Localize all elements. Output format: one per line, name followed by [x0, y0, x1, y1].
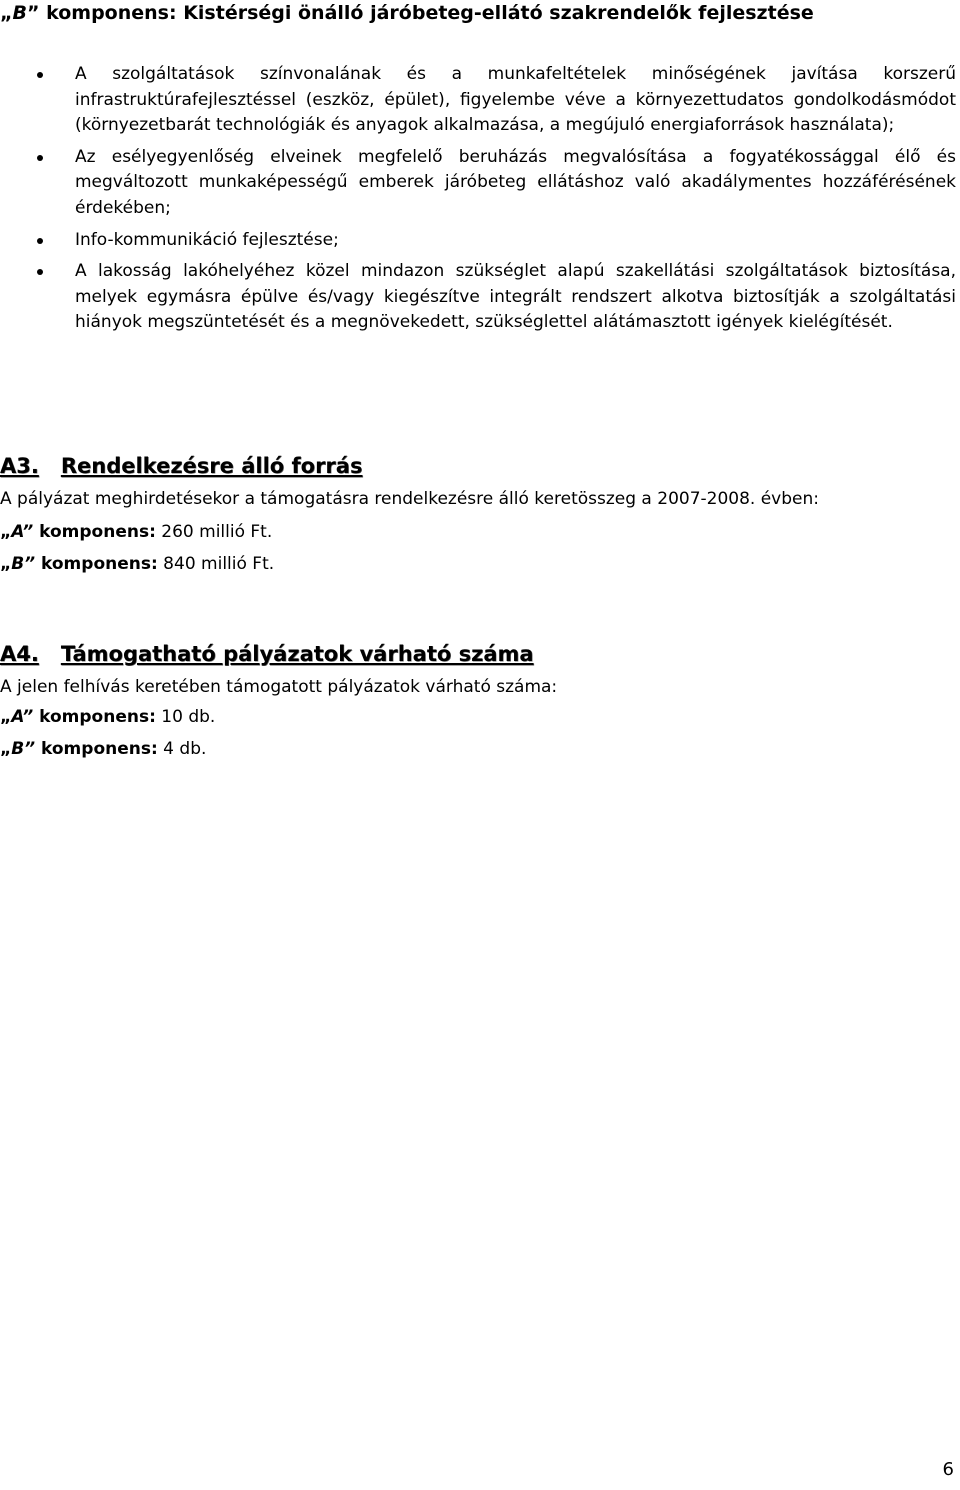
bullet-icon — [37, 238, 43, 244]
list-item: A lakosság lakóhelyéhez közel mindazon szükséglet alapú szakellátási szolgáltatások biztosítása, melyek egymásra épülve és/vagy kiegészítve integrált rendszert alkotva biztosítják a szolgáltatási hiányok megszüntetését és a megnövekedett, szükséglettel alátámasztott igények kielégítését. — [0, 259, 956, 336]
section-a4 — [0, 642, 958, 765]
bullet-icon — [37, 155, 43, 161]
section-a4-title: A4. Támogatható pályázatok várható száma — [0, 642, 534, 666]
list-item: Info-kommunikáció fejlesztése; — [0, 228, 956, 254]
section-a4-intro: A jelen felhívás keretében támogatott pályázatok várható száma: — [0, 677, 558, 697]
section-a3 — [0, 454, 958, 580]
section-a3-intro: A pályázat meghirdetésekor a támogatásra rendelkezésre álló keretösszeg a 2007-2008. évben: — [0, 489, 819, 509]
section-a3-title: A3. Rendelkezésre álló forrás — [0, 454, 363, 478]
page-number: 6 — [942, 1459, 954, 1480]
b-component-budget: „B” komponens: 840 millió Ft. — [0, 554, 275, 574]
objectives-list — [0, 62, 956, 342]
list-item: A szolgáltatások színvonalának és a munkafeltételek minőségének javítása korszerű infrastruktúrafejlesztéssel (eszköz, épület), figyelembe véve a környezettudatos gondolkodásmódot (környezetbarát technológiák és anyagok alkalmazása, a megújuló energiaforrások használata); — [0, 62, 956, 139]
bullet-icon — [37, 72, 43, 78]
a-component-count: „A” komponens: 10 db. — [0, 707, 216, 727]
list-item: Az esélyegyenlőség elveinek megfelelő beruházás megvalósítása a fogyatékossággal élő és megváltozott munkaképességű emberek járóbeteg ellátáshoz való akadálymentes hozzáférésének érdekében; — [0, 145, 956, 222]
section-heading-b-component: „B” komponens: Kistérségi önálló járóbeteg-ellátó szakrendelők fejlesztése — [0, 2, 814, 24]
a-component-budget: „A” komponens: 260 millió Ft. — [0, 522, 273, 542]
bullet-icon — [37, 269, 43, 275]
b-component-count: „B” komponens: 4 db. — [0, 739, 207, 759]
